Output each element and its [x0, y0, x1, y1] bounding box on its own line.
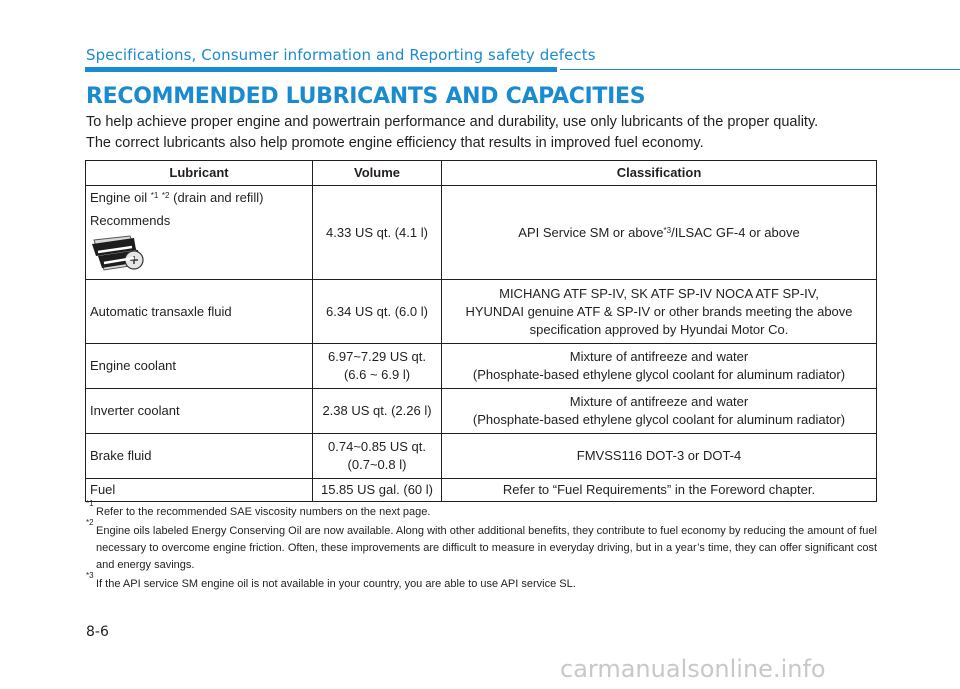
table-row-engine-coolant — [86, 344, 877, 389]
header-rule-line — [560, 69, 960, 70]
table-header-row — [86, 161, 877, 186]
engine-oil-volume: 4.33 US qt. (4.1 l) — [326, 224, 428, 240]
table-row-engine-oil — [86, 186, 877, 280]
engine-oil-class-post: /ILSAC GF-4 or above — [671, 224, 800, 240]
table-row-atf — [86, 280, 877, 344]
cell-brake-fluid-label: Brake fluid — [86, 434, 313, 479]
table-row-brake-fluid — [86, 434, 877, 479]
footnotes — [86, 499, 877, 595]
footnote-1: *1 Refer to the recommended SAE viscosity numbers on the next page. — [86, 499, 431, 518]
footnote-2-text: Engine oils labeled Energy Conserving Oil are now available. Along with other additional benefits, they contribute to fuel economy by reducing the amount of fuel necessary to overcome engine friction. Often, these improvements are difficult to measure in everyday driving, but in a year’s time, they can offer significant cost and energy savings. — [96, 525, 877, 571]
intro-text — [86, 112, 886, 154]
cell-engine-oil-classification — [442, 186, 877, 280]
intro-paragraph-2: The correct lubricants also help promote engine efficiency that results in improved fuel economy. — [86, 135, 704, 151]
cell-engine-oil-volume — [313, 186, 442, 280]
cell-engine-coolant-classification — [442, 344, 877, 389]
cell-fuel-classification: Refer to “Fuel Requirements” in the Foreword chapter. — [442, 479, 877, 502]
footnote-2: *2 Engine oils labeled Energy Conserving Oil are now available. Along with other additional benefits, they contribute to fuel economy by reducing the amount of fuel necessary to overcome engine friction. Often, these improvements are difficult to measure in everyday driving, but in a year’s time, they can offer significant cost and energy savings. — [86, 518, 877, 571]
cell-inverter-coolant-volume: 2.38 US qt. (2.26 l) — [313, 389, 442, 434]
footnote-3-text: If the API service SM engine oil is not available in your country, you are able to use API service SL. — [96, 578, 576, 590]
lubricants-table — [85, 160, 877, 502]
footnote-1-text: Refer to the recommended SAE viscosity numbers on the next page. — [96, 506, 431, 518]
col-header-lubricant: Lubricant — [86, 161, 313, 186]
atf-class-line-1: MICHANG ATF SP-IV, SK ATF SP-IV NOCA ATF SP-IV, — [499, 285, 819, 301]
engine-oil-label: Engine oil — [90, 190, 148, 205]
cell-engine-coolant-volume — [313, 344, 442, 389]
inverter-coolant-class-line-1: Mixture of antifreeze and water — [569, 394, 749, 409]
engine-oil-recommends: Recommends — [90, 213, 171, 228]
section-title: RECOMMENDED LUBRICANTS AND CAPACITIES — [86, 84, 646, 109]
table-row-inverter-coolant — [86, 389, 877, 434]
atf-class-line-2: HYUNDAI genuine ATF & SP-IV or other brands meeting the above — [465, 303, 853, 319]
footnote-ref-3: *3 — [663, 225, 672, 235]
atf-class-line-3: specification approved by Hyundai Motor Co. — [529, 321, 789, 337]
cell-fuel-label: Fuel — [86, 479, 313, 502]
inverter-coolant-class-line-2: (Phosphate-based ethylene glycol coolant for aluminum radiator) — [472, 412, 846, 427]
chapter-header-title: Specifications, Consumer information and Reporting safety defects — [86, 46, 596, 64]
engine-oil-class-pre: API Service SM or above — [518, 224, 664, 240]
cell-brake-fluid-classification: FMVSS116 DOT-3 or DOT-4 — [442, 434, 877, 479]
engine-coolant-volume-line-1: 6.97~7.29 US qt. — [328, 349, 426, 364]
col-header-volume: Volume — [313, 161, 442, 186]
page-number: 8-6 — [86, 624, 109, 640]
cell-inverter-coolant-label: Inverter coolant — [86, 389, 313, 434]
engine-coolant-class-line-2: (Phosphate-based ethylene glycol coolant for aluminum radiator) — [472, 367, 846, 382]
brake-fluid-volume-line-2: (0.7~0.8 l) — [347, 457, 407, 472]
footnote-ref-2: *2 — [161, 191, 170, 200]
engine-coolant-volume-line-2: (6.6 ~ 6.9 l) — [343, 367, 411, 382]
quaker-state-logo-icon — [90, 234, 308, 277]
cell-inverter-coolant-classification — [442, 389, 877, 434]
table-row-fuel — [86, 479, 877, 502]
header-accent-bar — [85, 67, 557, 72]
cell-brake-fluid-volume — [313, 434, 442, 479]
engine-oil-suffix: (drain and refill) — [173, 190, 264, 205]
brake-fluid-volume-line-1: 0.74~0.85 US qt. — [328, 439, 426, 454]
footnote-3: *3 If the API service SM engine oil is not available in your country, you are able to use API service SL. — [86, 571, 576, 590]
cell-atf-label: Automatic transaxle fluid — [86, 280, 313, 344]
engine-coolant-class-line-1: Mixture of antifreeze and water — [569, 349, 749, 364]
cell-atf-classification — [442, 280, 877, 344]
engine-oil-title — [90, 189, 308, 207]
cell-engine-coolant-label: Engine coolant — [86, 344, 313, 389]
col-header-classification: Classification — [442, 161, 877, 186]
footnote-ref-1: *1 — [150, 191, 159, 200]
cell-atf-volume: 6.34 US qt. (6.0 l) — [313, 280, 442, 344]
intro-paragraph-1: To help achieve proper engine and powertrain performance and durability, use only lubricants of the proper quality. — [86, 114, 819, 130]
cell-fuel-volume: 15.85 US gal. (60 l) — [313, 479, 442, 502]
cell-engine-oil-label — [86, 186, 313, 280]
watermark-text: carmanualsonline.info — [560, 655, 826, 683]
